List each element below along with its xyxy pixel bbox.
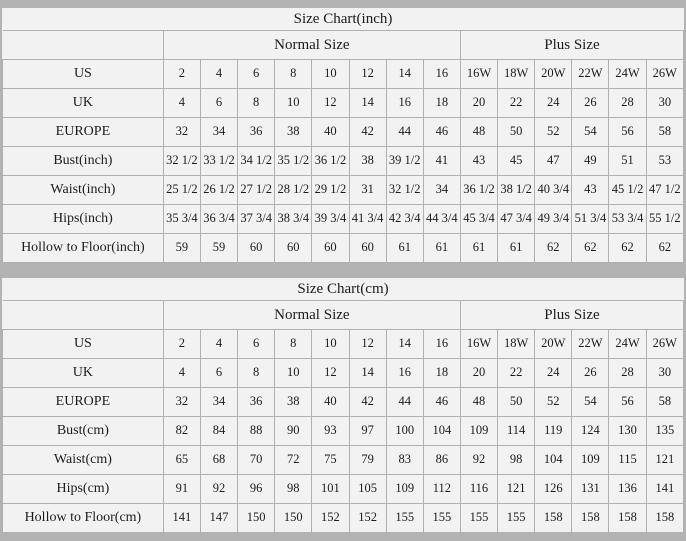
cell: 16 (423, 60, 460, 89)
cell: 121 (646, 446, 683, 475)
cell: 26W (646, 330, 683, 359)
cell: 44 (386, 388, 423, 417)
cell: 48 (460, 388, 497, 417)
cell: 109 (460, 417, 497, 446)
row-label: US (3, 60, 164, 89)
cell: 18W (498, 60, 535, 89)
cell: 41 3/4 (349, 205, 386, 234)
cell: 147 (200, 504, 237, 533)
cell: 22 (498, 359, 535, 388)
cell: 35 3/4 (163, 205, 200, 234)
cell: 26W (646, 60, 683, 89)
cell: 42 (349, 118, 386, 147)
group-normal-size: Normal Size (163, 301, 460, 330)
cell: 49 (572, 147, 609, 176)
cell: 26 1/2 (200, 176, 237, 205)
cell: 62 (609, 234, 646, 263)
cell: 6 (200, 359, 237, 388)
cell: 12 (349, 330, 386, 359)
cell: 58 (646, 388, 683, 417)
bottom-padding (0, 535, 686, 541)
cell: 6 (238, 60, 275, 89)
cell: 88 (238, 417, 275, 446)
cell: 60 (312, 234, 349, 263)
cell: 4 (200, 330, 237, 359)
cell: 42 3/4 (386, 205, 423, 234)
cell: 62 (646, 234, 683, 263)
cell: 34 1/2 (238, 147, 275, 176)
cell: 56 (609, 118, 646, 147)
cell: 141 (646, 475, 683, 504)
cell: 61 (386, 234, 423, 263)
cell: 51 3/4 (572, 205, 609, 234)
cell: 150 (238, 504, 275, 533)
cell: 72 (275, 446, 312, 475)
cell: 47 (535, 147, 572, 176)
chart-gap (0, 265, 686, 274)
cell: 101 (312, 475, 349, 504)
cell: 10 (312, 330, 349, 359)
cell: 32 1/2 (386, 176, 423, 205)
cell: 29 1/2 (312, 176, 349, 205)
cell: 20W (535, 60, 572, 89)
cell: 43 (572, 176, 609, 205)
cell: 8 (275, 60, 312, 89)
cell: 135 (646, 417, 683, 446)
cell: 4 (200, 60, 237, 89)
cell: 36 3/4 (200, 205, 237, 234)
cell: 34 (200, 118, 237, 147)
cell: 155 (460, 504, 497, 533)
cell: 46 (423, 118, 460, 147)
cell: 62 (535, 234, 572, 263)
cell: 47 1/2 (646, 176, 683, 205)
cell: 91 (163, 475, 200, 504)
cell: 22 (498, 89, 535, 118)
cell: 33 1/2 (200, 147, 237, 176)
cell: 60 (349, 234, 386, 263)
cell: 12 (312, 89, 349, 118)
cell: 12 (312, 359, 349, 388)
cell: 30 (646, 359, 683, 388)
cell: 2 (163, 330, 200, 359)
cell: 22W (572, 330, 609, 359)
group-plus-size: Plus Size (460, 31, 683, 60)
cell: 62 (572, 234, 609, 263)
cell: 105 (349, 475, 386, 504)
cell: 39 1/2 (386, 147, 423, 176)
cell: 104 (423, 417, 460, 446)
cell: 65 (163, 446, 200, 475)
cell: 152 (349, 504, 386, 533)
cell: 38 1/2 (498, 176, 535, 205)
cell: 24W (609, 330, 646, 359)
cell: 61 (423, 234, 460, 263)
cell: 50 (498, 388, 535, 417)
row-label: Hollow to Floor(cm) (3, 504, 164, 533)
cell: 56 (609, 388, 646, 417)
group-plus-size: Plus Size (460, 301, 683, 330)
table-row (3, 89, 684, 118)
table-row (3, 176, 684, 205)
cell: 45 (498, 147, 535, 176)
cell: 158 (609, 504, 646, 533)
cell: 46 (423, 388, 460, 417)
cell: 16W (460, 60, 497, 89)
cell: 10 (275, 359, 312, 388)
cell: 155 (386, 504, 423, 533)
cell: 104 (535, 446, 572, 475)
row-label: EUROPE (3, 388, 164, 417)
cell: 18 (423, 359, 460, 388)
cell: 34 (200, 388, 237, 417)
cell: 26 (572, 89, 609, 118)
table-row (3, 205, 684, 234)
table-row (3, 504, 684, 533)
cell: 130 (609, 417, 646, 446)
cell: 68 (200, 446, 237, 475)
cell: 40 (312, 118, 349, 147)
table-row (3, 147, 684, 176)
table-row (3, 446, 684, 475)
cell: 25 1/2 (163, 176, 200, 205)
cell: 98 (498, 446, 535, 475)
cell: 84 (200, 417, 237, 446)
size-chart-inch (2, 8, 684, 263)
cell: 36 (238, 118, 275, 147)
cell: 136 (609, 475, 646, 504)
cell: 152 (312, 504, 349, 533)
cell: 38 (275, 388, 312, 417)
cell: 98 (275, 475, 312, 504)
cell: 54 (572, 388, 609, 417)
cell: 61 (498, 234, 535, 263)
cell: 28 (609, 89, 646, 118)
table-row (3, 330, 684, 359)
row-label: Waist(cm) (3, 446, 164, 475)
cell: 109 (572, 446, 609, 475)
cell: 115 (609, 446, 646, 475)
chart-title: Size Chart(cm) (3, 278, 684, 301)
cell: 109 (386, 475, 423, 504)
cell: 31 (349, 176, 386, 205)
cell: 52 (535, 388, 572, 417)
cell: 47 3/4 (498, 205, 535, 234)
cell: 8 (238, 359, 275, 388)
cell: 20 (460, 89, 497, 118)
row-label: Hollow to Floor(inch) (3, 234, 164, 263)
cell: 32 1/2 (163, 147, 200, 176)
cell: 6 (238, 330, 275, 359)
cell: 24W (609, 60, 646, 89)
cell: 30 (646, 89, 683, 118)
cell: 37 3/4 (238, 205, 275, 234)
cell: 158 (572, 504, 609, 533)
cell: 4 (163, 359, 200, 388)
cell: 124 (572, 417, 609, 446)
cell: 4 (163, 89, 200, 118)
cell: 51 (609, 147, 646, 176)
group-header-spacer (3, 301, 164, 330)
row-label: EUROPE (3, 118, 164, 147)
cell: 34 (423, 176, 460, 205)
table-row (3, 359, 684, 388)
cell: 158 (646, 504, 683, 533)
cell: 83 (386, 446, 423, 475)
cell: 10 (275, 89, 312, 118)
cell: 92 (460, 446, 497, 475)
cell: 24 (535, 359, 572, 388)
cell: 36 1/2 (312, 147, 349, 176)
cell: 40 (312, 388, 349, 417)
cell: 16 (386, 359, 423, 388)
cell: 45 1/2 (609, 176, 646, 205)
cell: 97 (349, 417, 386, 446)
cell: 32 (163, 388, 200, 417)
cell: 38 3/4 (275, 205, 312, 234)
row-label: Waist(inch) (3, 176, 164, 205)
cell: 16W (460, 330, 497, 359)
cell: 6 (200, 89, 237, 118)
cell: 20W (535, 330, 572, 359)
cell: 28 1/2 (275, 176, 312, 205)
cell: 150 (275, 504, 312, 533)
cell: 121 (498, 475, 535, 504)
cell: 131 (572, 475, 609, 504)
cell: 8 (238, 89, 275, 118)
cell: 52 (535, 118, 572, 147)
cell: 12 (349, 60, 386, 89)
cell: 27 1/2 (238, 176, 275, 205)
group-header-spacer (3, 31, 164, 60)
cell: 43 (460, 147, 497, 176)
cell: 70 (238, 446, 275, 475)
cell: 42 (349, 388, 386, 417)
cell: 39 3/4 (312, 205, 349, 234)
cell: 93 (312, 417, 349, 446)
cell: 79 (349, 446, 386, 475)
cell: 10 (312, 60, 349, 89)
cell: 60 (275, 234, 312, 263)
cell: 141 (163, 504, 200, 533)
group-header-row (3, 301, 684, 330)
table-row (3, 475, 684, 504)
row-label: Bust(inch) (3, 147, 164, 176)
cell: 16 (386, 89, 423, 118)
cell: 14 (386, 60, 423, 89)
cell: 53 (646, 147, 683, 176)
row-label: UK (3, 359, 164, 388)
cell: 32 (163, 118, 200, 147)
cell: 59 (163, 234, 200, 263)
group-normal-size: Normal Size (163, 31, 460, 60)
cell: 155 (498, 504, 535, 533)
cell: 58 (646, 118, 683, 147)
cell: 18 (423, 89, 460, 118)
cell: 116 (460, 475, 497, 504)
row-label: UK (3, 89, 164, 118)
cell: 75 (312, 446, 349, 475)
cell: 8 (275, 330, 312, 359)
cell: 119 (535, 417, 572, 446)
cell: 126 (535, 475, 572, 504)
chart-title: Size Chart(inch) (3, 8, 684, 31)
cell: 114 (498, 417, 535, 446)
cell: 158 (535, 504, 572, 533)
cell: 40 3/4 (535, 176, 572, 205)
cell: 92 (200, 475, 237, 504)
row-label: Hips(inch) (3, 205, 164, 234)
cell: 26 (572, 359, 609, 388)
cell: 44 (386, 118, 423, 147)
cell: 53 3/4 (609, 205, 646, 234)
cell: 18W (498, 330, 535, 359)
cell: 38 (349, 147, 386, 176)
cell: 22W (572, 60, 609, 89)
cell: 100 (386, 417, 423, 446)
size-chart-cm (2, 278, 684, 533)
cell: 14 (349, 359, 386, 388)
table-row (3, 388, 684, 417)
cell: 24 (535, 89, 572, 118)
cell: 48 (460, 118, 497, 147)
size-chart-inch-wrap (0, 4, 686, 265)
chart-title-row (3, 278, 684, 301)
cell: 38 (275, 118, 312, 147)
group-header-row (3, 31, 684, 60)
cell: 44 3/4 (423, 205, 460, 234)
row-label: US (3, 330, 164, 359)
cell: 155 (423, 504, 460, 533)
cell: 86 (423, 446, 460, 475)
table-row (3, 417, 684, 446)
cell: 54 (572, 118, 609, 147)
size-chart-cm-wrap (0, 274, 686, 535)
cell: 59 (200, 234, 237, 263)
cell: 35 1/2 (275, 147, 312, 176)
chart-title-row (3, 8, 684, 31)
cell: 45 3/4 (460, 205, 497, 234)
table-row (3, 60, 684, 89)
cell: 49 3/4 (535, 205, 572, 234)
cell: 14 (386, 330, 423, 359)
cell: 20 (460, 359, 497, 388)
cell: 55 1/2 (646, 205, 683, 234)
cell: 14 (349, 89, 386, 118)
cell: 36 1/2 (460, 176, 497, 205)
row-label: Bust(cm) (3, 417, 164, 446)
cell: 60 (238, 234, 275, 263)
cell: 41 (423, 147, 460, 176)
cell: 16 (423, 330, 460, 359)
cell: 96 (238, 475, 275, 504)
cell: 90 (275, 417, 312, 446)
table-row (3, 234, 684, 263)
cell: 28 (609, 359, 646, 388)
cell: 36 (238, 388, 275, 417)
cell: 2 (163, 60, 200, 89)
cell: 50 (498, 118, 535, 147)
table-row (3, 118, 684, 147)
cell: 82 (163, 417, 200, 446)
cell: 61 (460, 234, 497, 263)
cell: 112 (423, 475, 460, 504)
row-label: Hips(cm) (3, 475, 164, 504)
